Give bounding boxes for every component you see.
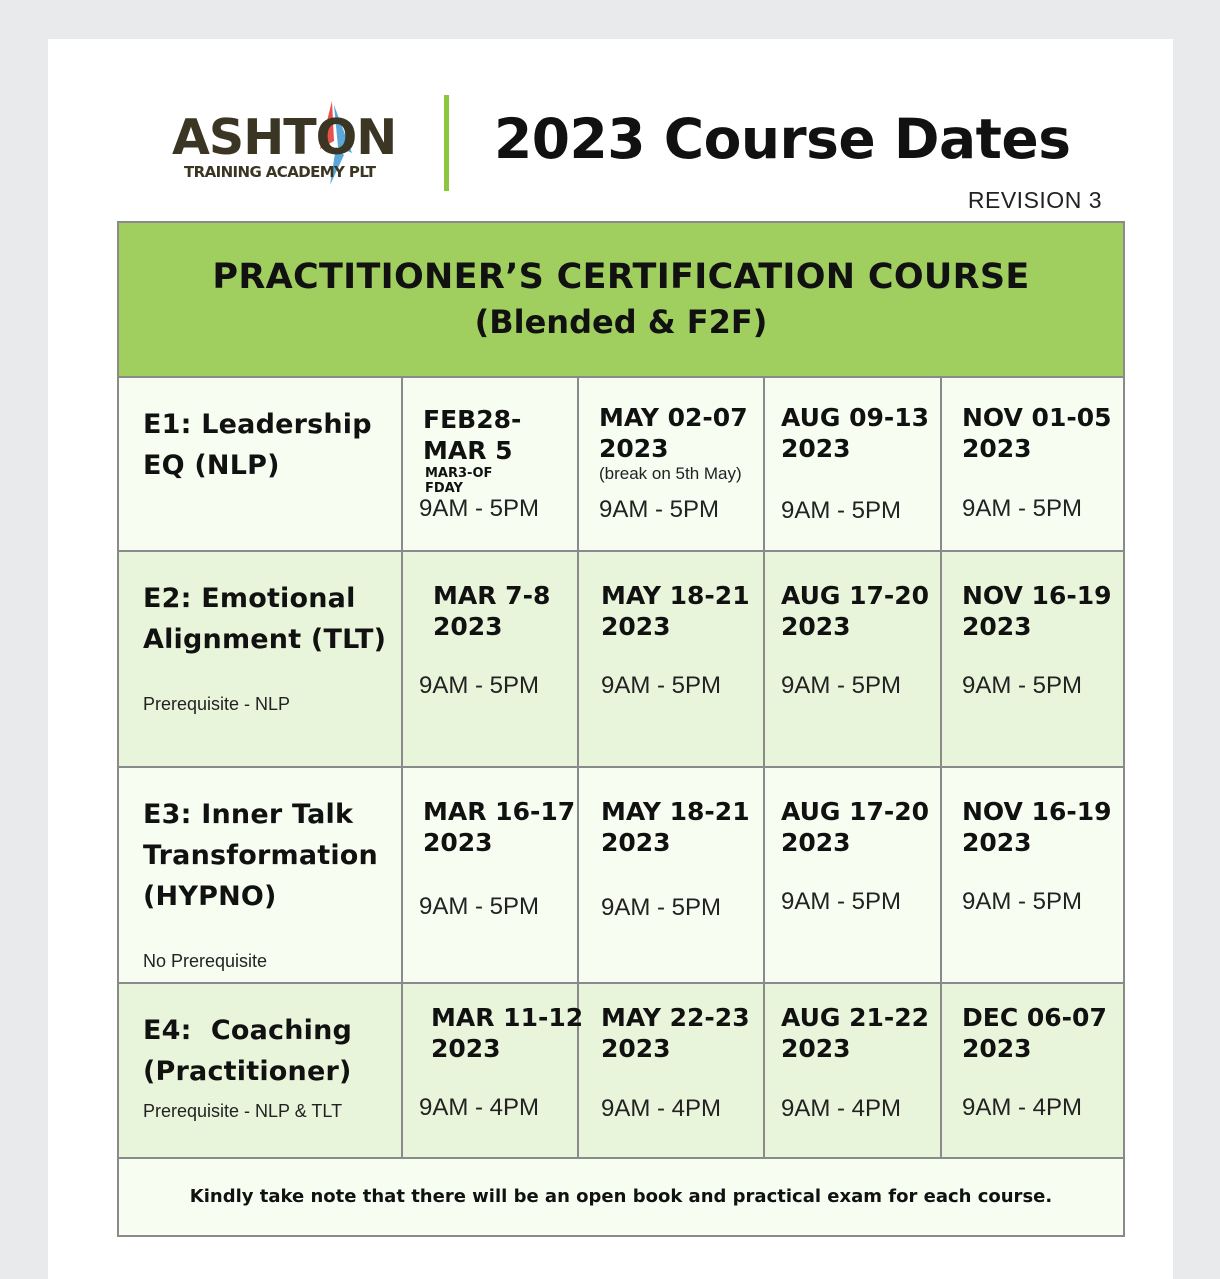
session-time: 9AM - 5PM [601,672,722,699]
session-note: (break on 5th May) [599,464,742,483]
header-divider [444,95,449,191]
course-prerequisite: Prerequisite - NLP [143,694,291,714]
session-cell [579,984,765,1157]
session-time: 9AM - 5PM [781,888,902,915]
session-time: 9AM - 5PM [781,497,902,524]
session-cell [579,552,765,766]
session-time: 9AM - 5PM [419,893,540,920]
course-name-cell [119,552,403,766]
session-date: AUG 21-22 2023 [781,1003,930,1063]
session-time: 9AM - 5PM [599,496,720,523]
session-cell [765,984,942,1157]
course-name-cell [119,768,403,982]
session-time: 9AM - 4PM [962,1094,1083,1121]
session-date: NOV 16-19 2023 [962,797,1112,857]
session-date: MAR 11-12 2023 [431,1003,584,1063]
document-page [48,39,1173,1279]
session-date: MAY 18-21 2023 [601,581,750,641]
banner-subtitle: (Blended & F2F) [474,303,768,341]
session-date: MAR 7-8 2023 [433,581,551,641]
course-name-cell [119,378,403,550]
session-cell [579,378,765,550]
session-date: FEB28- MAR 5 [423,405,522,465]
course-name: E1: Leadership EQ (NLP) [143,409,372,481]
course-name: E3: Inner Talk Transformation (HYPNO) [143,799,378,912]
session-time: 9AM - 5PM [962,888,1083,915]
session-time: 9AM - 4PM [781,1095,902,1122]
course-schedule-table [117,221,1125,1237]
page-title: 2023 Course Dates [494,107,1071,171]
session-date: AUG 17-20 2023 [781,797,930,857]
footer-note: Kindly take note that there will be an open book and practical exam for each course. [119,1159,1123,1235]
session-cell [765,552,942,766]
logo-wordmark: ASHTON [172,109,397,166]
session-date: MAR 16-17 2023 [423,797,576,857]
session-time: 9AM - 5PM [781,672,902,699]
session-date: MAY 18-21 2023 [601,797,750,857]
session-note: MAR3-OF FDAY [425,466,493,496]
session-cell [403,552,579,766]
session-date: AUG 17-20 2023 [781,581,930,641]
session-date: NOV 16-19 2023 [962,581,1112,641]
session-cell [765,768,942,982]
session-cell [942,552,1123,766]
session-time: 9AM - 5PM [962,495,1083,522]
session-time: 9AM - 5PM [419,672,540,699]
session-time: 9AM - 5PM [601,894,722,921]
course-banner [119,223,1123,378]
course-row-e1 [119,378,1123,552]
session-date: AUG 09-13 2023 [781,403,930,463]
session-cell [765,378,942,550]
course-name: E2: Emotional Alignment (TLT) [143,583,387,655]
session-cell [579,768,765,982]
session-cell [403,984,584,1157]
session-cell [403,768,579,982]
session-cell [403,378,579,550]
course-name-cell [119,984,403,1157]
course-row-e2 [119,552,1123,768]
course-name: E4: Coaching (Practitioner) [143,1015,353,1087]
course-row-e4 [119,984,1123,1159]
session-cell [942,984,1123,1157]
revision-label: REVISION 3 [967,187,1102,213]
session-cell [942,378,1123,550]
session-time: 9AM - 5PM [962,672,1083,699]
ashton-logo [172,97,402,187]
session-date: MAY 02-07 2023 [599,403,748,463]
session-cell [942,768,1123,982]
session-time: 9AM - 4PM [601,1095,722,1122]
course-prerequisite: Prerequisite - NLP & TLT [143,1101,343,1121]
course-prerequisite: No Prerequisite [143,951,268,971]
session-date: DEC 06-07 2023 [962,1003,1107,1063]
session-date: MAY 22-23 2023 [601,1003,750,1063]
session-date: NOV 01-05 2023 [962,403,1112,463]
course-row-e3 [119,768,1123,984]
logo-subtitle: TRAINING ACADEMY PLT [184,163,376,181]
session-time: 9AM - 5PM [419,495,540,522]
banner-title: PRACTITIONER’S CERTIFICATION COURSE [212,257,1030,297]
session-time: 9AM - 4PM [419,1094,540,1121]
